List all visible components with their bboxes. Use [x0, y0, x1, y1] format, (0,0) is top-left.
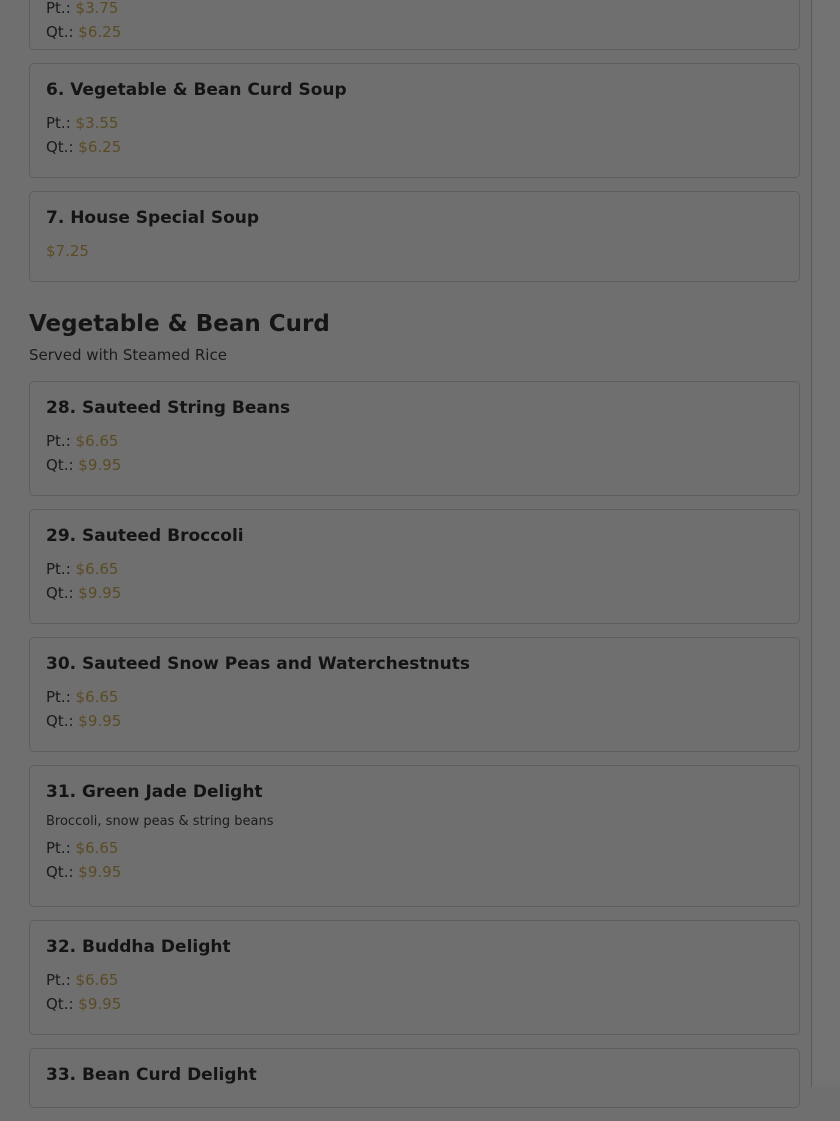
menu-item-card[interactable] [29, 0, 800, 50]
pint-price-row [46, 685, 783, 709]
menu-item-card[interactable] [29, 1048, 800, 1108]
menu-item-title: 29. Sauteed Broccoli [46, 526, 244, 546]
price-label: Pt.: [46, 971, 71, 989]
quart-price-row [46, 20, 783, 44]
price-label: Qt.: [46, 23, 74, 41]
price-label: Pt.: [46, 114, 71, 132]
price-label: Qt.: [46, 584, 74, 602]
price-value: $6.25 [78, 138, 122, 156]
menu-item-card[interactable] [29, 637, 800, 752]
scrollbar[interactable] [811, 0, 840, 1087]
pint-price-row [46, 836, 783, 860]
quart-price-row [46, 860, 783, 884]
menu-item-card[interactable] [29, 191, 800, 282]
price-value: $9.95 [78, 712, 122, 730]
price-label: Pt.: [46, 688, 71, 706]
price-value: $9.95 [78, 456, 122, 474]
quart-price-row [46, 709, 783, 733]
price-label: Qt.: [46, 863, 74, 881]
price-label: Qt.: [46, 138, 74, 156]
pint-price-row [46, 429, 783, 453]
section-title: Vegetable & Bean Curd [29, 311, 330, 337]
menu-item-title: 33. Bean Curd Delight [46, 1065, 257, 1085]
section-header [29, 309, 800, 365]
menu-item-card[interactable] [29, 509, 800, 624]
quart-price-row [46, 992, 783, 1016]
price-label: Qt.: [46, 995, 74, 1013]
quart-price-row [46, 581, 783, 605]
price-value: $6.25 [78, 23, 122, 41]
price-value: $6.65 [75, 839, 119, 857]
price-label: Pt.: [46, 560, 71, 578]
pint-price-row [46, 968, 783, 992]
price-value: $9.95 [78, 995, 122, 1013]
menu-item-title: 30. Sauteed Snow Peas and Waterchestnuts [46, 654, 470, 674]
price-label: Pt.: [46, 0, 71, 17]
price-label: Qt.: [46, 456, 74, 474]
menu-item-card[interactable] [29, 920, 800, 1035]
price-value: $3.55 [75, 114, 119, 132]
price-value: $9.95 [78, 863, 122, 881]
menu-item-title: 32. Buddha Delight [46, 937, 231, 957]
pint-price-row [46, 111, 783, 135]
price-label: Qt.: [46, 712, 74, 730]
price-value: $6.65 [75, 688, 119, 706]
menu-item-title: 31. Green Jade Delight [46, 782, 263, 802]
single-price-row [46, 239, 783, 263]
menu-item-description: Broccoli, snow peas & string beans [46, 814, 274, 829]
pint-price-row [46, 557, 783, 581]
menu-list [29, 0, 800, 1121]
price-label: Pt.: [46, 839, 71, 857]
menu-item-card[interactable] [29, 765, 800, 907]
quart-price-row [46, 135, 783, 159]
menu-item-card[interactable] [29, 381, 800, 496]
menu-item-title: 6. Vegetable & Bean Curd Soup [46, 80, 347, 100]
price-value: $7.25 [46, 242, 89, 260]
price-value: $9.95 [78, 584, 122, 602]
menu-item-title: 7. House Special Soup [46, 208, 260, 228]
price-label: Pt.: [46, 432, 71, 450]
price-value: $6.65 [75, 560, 119, 578]
price-value: $6.65 [75, 432, 119, 450]
menu-item-card[interactable] [29, 63, 800, 178]
price-value: $6.65 [75, 971, 119, 989]
menu-item-title: 28. Sauteed String Beans [46, 398, 291, 418]
price-value: $3.75 [75, 0, 119, 17]
pint-price-row [46, 0, 783, 20]
quart-price-row [46, 453, 783, 477]
section-subtitle: Served with Steamed Rice [29, 346, 227, 364]
